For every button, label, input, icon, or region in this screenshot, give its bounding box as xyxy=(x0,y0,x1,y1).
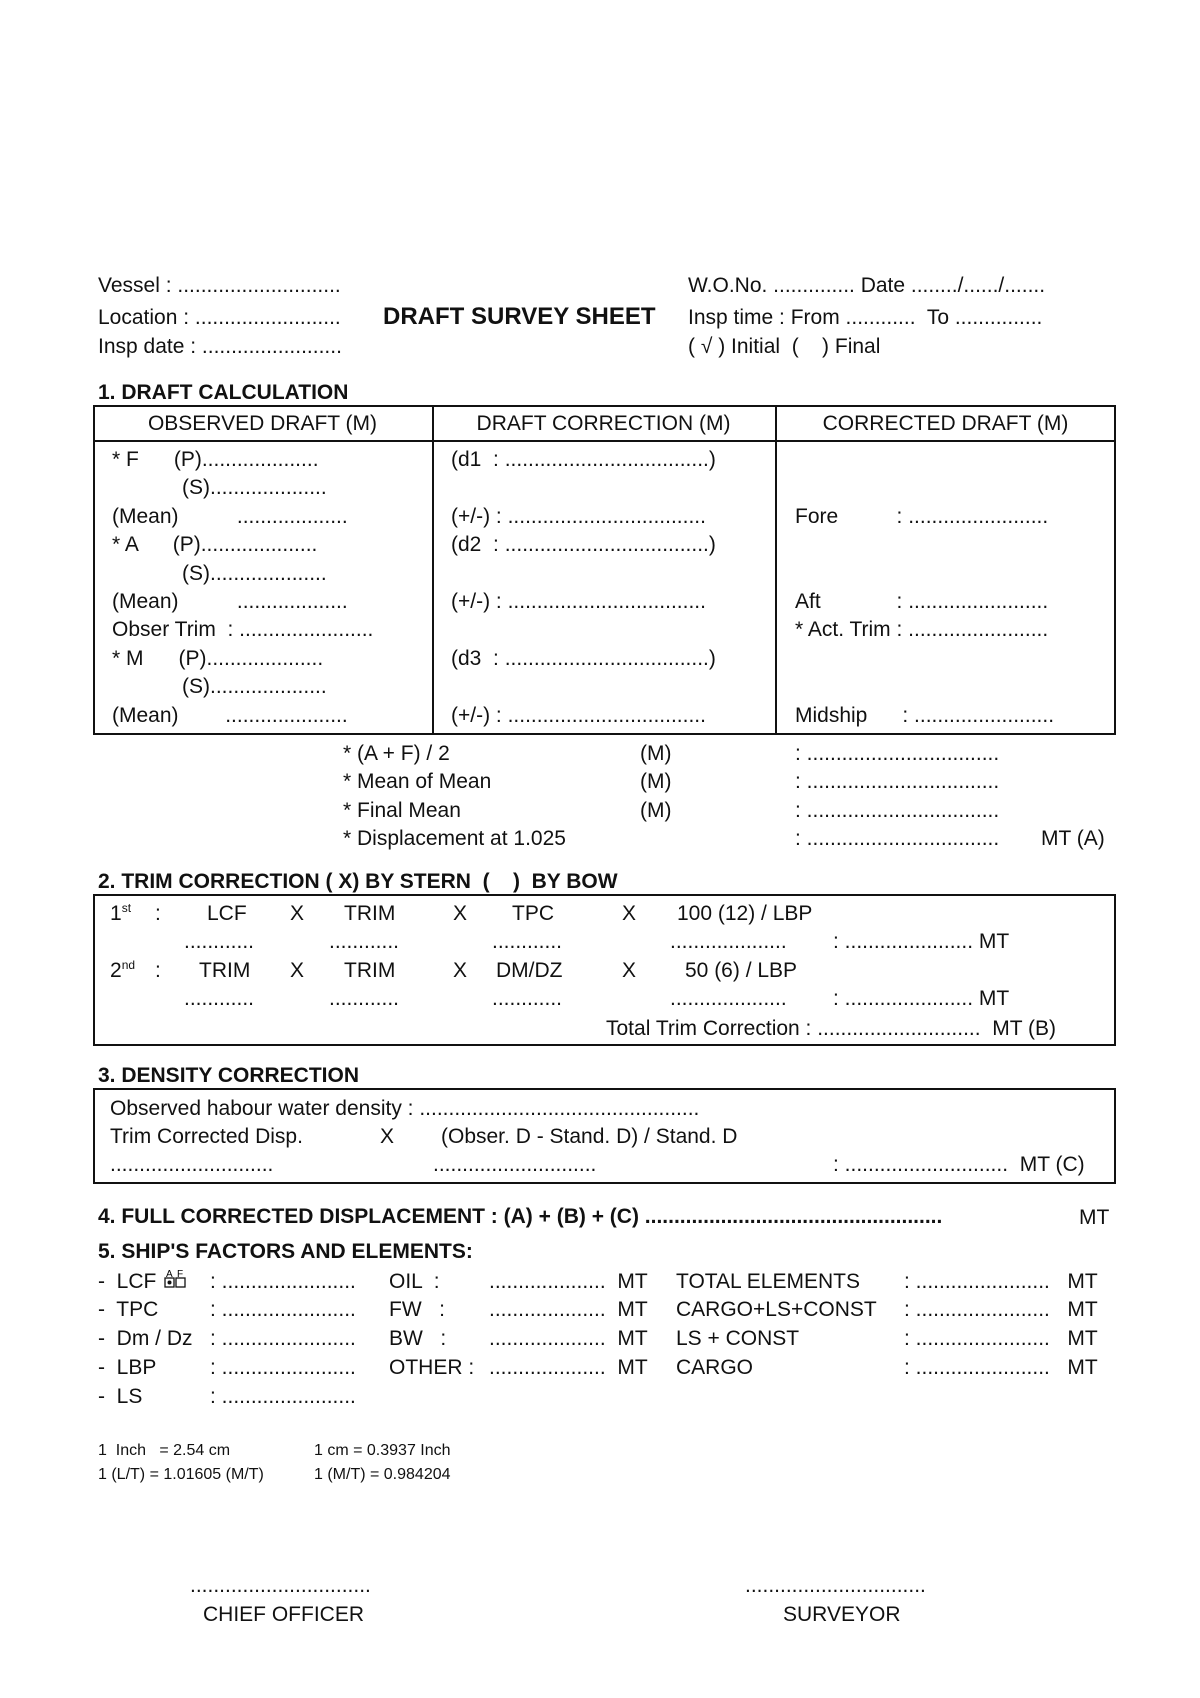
dots-field[interactable]: .................... xyxy=(670,930,787,953)
dots-field[interactable]: ............ xyxy=(329,987,400,1010)
summary-value-field[interactable]: : ................................. xyxy=(795,827,1000,850)
observed-draft-row[interactable]: Obser Trim : ....................... xyxy=(112,618,374,641)
signature-line-surveyor[interactable]: ............................... xyxy=(745,1574,926,1597)
dots-field[interactable]: ............................ xyxy=(110,1153,274,1176)
dots-field[interactable]: ............ xyxy=(492,987,563,1010)
element-label: FW : xyxy=(389,1298,445,1321)
section2-heading: 2. TRIM CORRECTION ( X) BY STERN ( ) BY BOW xyxy=(98,870,618,893)
element-label: CARGO xyxy=(676,1356,754,1379)
draft-correction-row[interactable]: (d1 : ...................................) xyxy=(451,448,716,471)
element-value-field[interactable]: .................... MT xyxy=(489,1327,648,1350)
element-value-field[interactable]: : ....................... xyxy=(210,1356,356,1379)
element-value-field[interactable]: : ....................... MT xyxy=(904,1356,1098,1379)
section3-heading: 3. DENSITY CORRECTION xyxy=(98,1064,359,1087)
observed-density-field[interactable]: Observed habour water density : ................................................ xyxy=(110,1097,700,1120)
element-value-field[interactable]: : ....................... xyxy=(210,1270,356,1293)
term-x: X xyxy=(453,902,468,925)
element-value-field[interactable]: : ....................... xyxy=(210,1385,356,1408)
corrected-draft-row[interactable]: Fore : ........................ xyxy=(795,505,1049,528)
term-factor: 50 (6) / LBP xyxy=(685,959,798,982)
observed-draft-row[interactable]: (Mean) ................... xyxy=(112,590,348,613)
location-field[interactable]: Location : ......................... xyxy=(98,306,341,329)
element-label: OIL : xyxy=(389,1270,440,1293)
wo-date-field[interactable]: W.O.No. .............. Date ......../....../....... xyxy=(688,274,1046,297)
draft-correction-row[interactable]: (d2 : ...................................) xyxy=(451,533,716,556)
draft-correction-row[interactable]: (+/-) : .................................. xyxy=(451,704,706,727)
divider xyxy=(93,440,1116,442)
term-trim: TRIM xyxy=(199,959,251,982)
total-trim-correction[interactable]: Total Trim Correction : ............................ MT (B) xyxy=(606,1017,1057,1040)
term-trim: TRIM xyxy=(344,902,396,925)
element-label: - LS xyxy=(98,1385,143,1408)
element-label: - TPC xyxy=(98,1298,159,1321)
page-title: DRAFT SURVEY SHEET xyxy=(383,303,656,330)
element-value-field[interactable]: : ....................... xyxy=(210,1327,356,1350)
element-label: TOTAL ELEMENTS xyxy=(676,1270,860,1293)
dots-field[interactable]: ............ xyxy=(492,930,563,953)
vessel-field[interactable]: Vessel : ............................ xyxy=(98,274,341,297)
initial-final-checkbox[interactable]: ( √ ) Initial ( ) Final xyxy=(688,335,881,358)
element-value-field[interactable]: : ....................... MT xyxy=(904,1298,1098,1321)
surveyor-label: SURVEYOR xyxy=(783,1603,901,1626)
trim-corrected-disp-label: Trim Corrected Disp. xyxy=(110,1125,303,1148)
section1-heading: 1. DRAFT CALCULATION xyxy=(98,381,349,404)
summary-label: * Final Mean xyxy=(343,799,461,822)
draft-correction-row[interactable]: (d3 : ...................................) xyxy=(451,647,716,670)
chief-officer-label: CHIEF OFFICER xyxy=(203,1603,364,1626)
dots-field[interactable]: ............ xyxy=(184,930,255,953)
term-dmdz: DM/DZ xyxy=(496,959,563,982)
summary-suffix: MT (A) xyxy=(1041,827,1105,850)
density-formula: (Obser. D - Stand. D) / Stand. D xyxy=(441,1125,738,1148)
term-factor: 100 (12) / LBP xyxy=(677,902,813,925)
col-header-corrected: CORRECTED DRAFT (M) xyxy=(822,412,1069,435)
element-label: - LBP xyxy=(98,1356,157,1379)
observed-draft-row[interactable]: * M (P).................... xyxy=(112,647,324,670)
dots-field[interactable]: ............................ xyxy=(433,1153,597,1176)
first-trim-result[interactable]: : ...................... MT xyxy=(833,930,1010,953)
element-value-field[interactable]: .................... MT xyxy=(489,1298,648,1321)
observed-draft-row[interactable]: * F (P).................... xyxy=(112,448,319,471)
lcf-aft-fore-icon xyxy=(164,1268,186,1288)
col-header-observed: OBSERVED DRAFT (M) xyxy=(147,412,378,435)
element-label: - LCF xyxy=(98,1270,157,1293)
summary-value-field[interactable]: : ................................. xyxy=(795,770,1000,793)
element-value-field[interactable]: .................... MT xyxy=(489,1356,648,1379)
observed-draft-row[interactable]: * A (P).................... xyxy=(112,533,318,556)
summary-unit: (M) xyxy=(640,742,672,765)
corrected-draft-row[interactable]: Midship : ........................ xyxy=(795,704,1055,727)
divider xyxy=(432,405,434,735)
insp-date-field[interactable]: Insp date : ........................ xyxy=(98,335,342,358)
signature-line-chief-officer[interactable]: ............................... xyxy=(190,1574,371,1597)
term-x: X xyxy=(622,959,637,982)
insp-time-field[interactable]: Insp time : From ............ To ............... xyxy=(688,306,1043,329)
section4-heading[interactable]: 4. FULL CORRECTED DISPLACEMENT : (A) + (B) + (C) ................................................... xyxy=(98,1205,943,1228)
second-ordinal: 2nd xyxy=(110,958,136,982)
term-x: X xyxy=(453,959,468,982)
observed-draft-row[interactable]: (S).................... xyxy=(112,675,327,698)
observed-draft-row[interactable]: (S).................... xyxy=(112,562,327,585)
conversion-cm: 1 cm = 0.3937 Inch xyxy=(314,1442,451,1459)
summary-unit: (M) xyxy=(640,799,672,822)
term-x: X xyxy=(380,1125,395,1148)
summary-label: * (A + F) / 2 xyxy=(343,742,450,765)
summary-label: * Mean of Mean xyxy=(343,770,492,793)
conversion-lt: 1 (L/T) = 1.01605 (M/T) xyxy=(98,1466,264,1483)
corrected-draft-row[interactable]: * Act. Trim : ........................ xyxy=(795,618,1049,641)
element-value-field[interactable]: : ....................... MT xyxy=(904,1270,1098,1293)
second-trim-result[interactable]: : ...................... MT xyxy=(833,987,1010,1010)
observed-draft-row[interactable]: (S).................... xyxy=(112,476,327,499)
icon-letter-a: A xyxy=(166,1269,173,1280)
draft-correction-row[interactable]: (+/-) : .................................. xyxy=(451,590,706,613)
corrected-draft-row[interactable]: Aft : ........................ xyxy=(795,590,1049,613)
summary-value-field[interactable]: : ................................. xyxy=(795,799,1000,822)
element-value-field[interactable]: .................... MT xyxy=(489,1270,648,1293)
term-lcf: LCF xyxy=(207,902,247,925)
draft-correction-row[interactable]: (+/-) : .................................. xyxy=(451,505,706,528)
element-value-field[interactable]: : ....................... xyxy=(210,1298,356,1321)
summary-value-field[interactable]: : ................................. xyxy=(795,742,1000,765)
density-correction-result[interactable]: : ............................ MT (C) xyxy=(833,1153,1085,1176)
term-tpc: TPC xyxy=(512,902,554,925)
divider xyxy=(775,405,777,735)
element-label: CARGO+LS+CONST xyxy=(676,1298,877,1321)
dots-field[interactable]: .................... xyxy=(670,987,787,1010)
dots-field[interactable]: ............ xyxy=(329,930,400,953)
second-colon: : xyxy=(155,959,161,982)
first-colon: : xyxy=(155,902,161,925)
element-label: - Dm / Dz xyxy=(98,1327,193,1350)
section5-heading: 5. SHIP'S FACTORS AND ELEMENTS: xyxy=(98,1240,473,1263)
summary-unit: (M) xyxy=(640,770,672,793)
col-header-correction: DRAFT CORRECTION (M) xyxy=(476,412,731,435)
conversion-inch: 1 Inch = 2.54 cm xyxy=(98,1442,231,1459)
term-x: X xyxy=(622,902,637,925)
observed-draft-row[interactable]: (Mean) ..................... xyxy=(112,704,348,727)
first-ordinal: 1st xyxy=(110,901,132,925)
element-label: LS + CONST xyxy=(676,1327,800,1350)
conversion-mt: 1 (M/T) = 0.984204 xyxy=(314,1466,451,1483)
element-label: BW : xyxy=(389,1327,447,1350)
term-x: X xyxy=(290,959,305,982)
term-x: X xyxy=(290,902,305,925)
section4-unit: MT xyxy=(1079,1206,1110,1229)
observed-draft-row[interactable]: (Mean) ................... xyxy=(112,505,348,528)
dots-field[interactable]: ............ xyxy=(184,987,255,1010)
summary-label: * Displacement at 1.025 xyxy=(343,827,566,850)
term-trim: TRIM xyxy=(344,959,396,982)
icon-letter-f: F xyxy=(177,1269,184,1280)
element-value-field[interactable]: : ....................... MT xyxy=(904,1327,1098,1350)
element-label: OTHER : xyxy=(389,1356,475,1379)
